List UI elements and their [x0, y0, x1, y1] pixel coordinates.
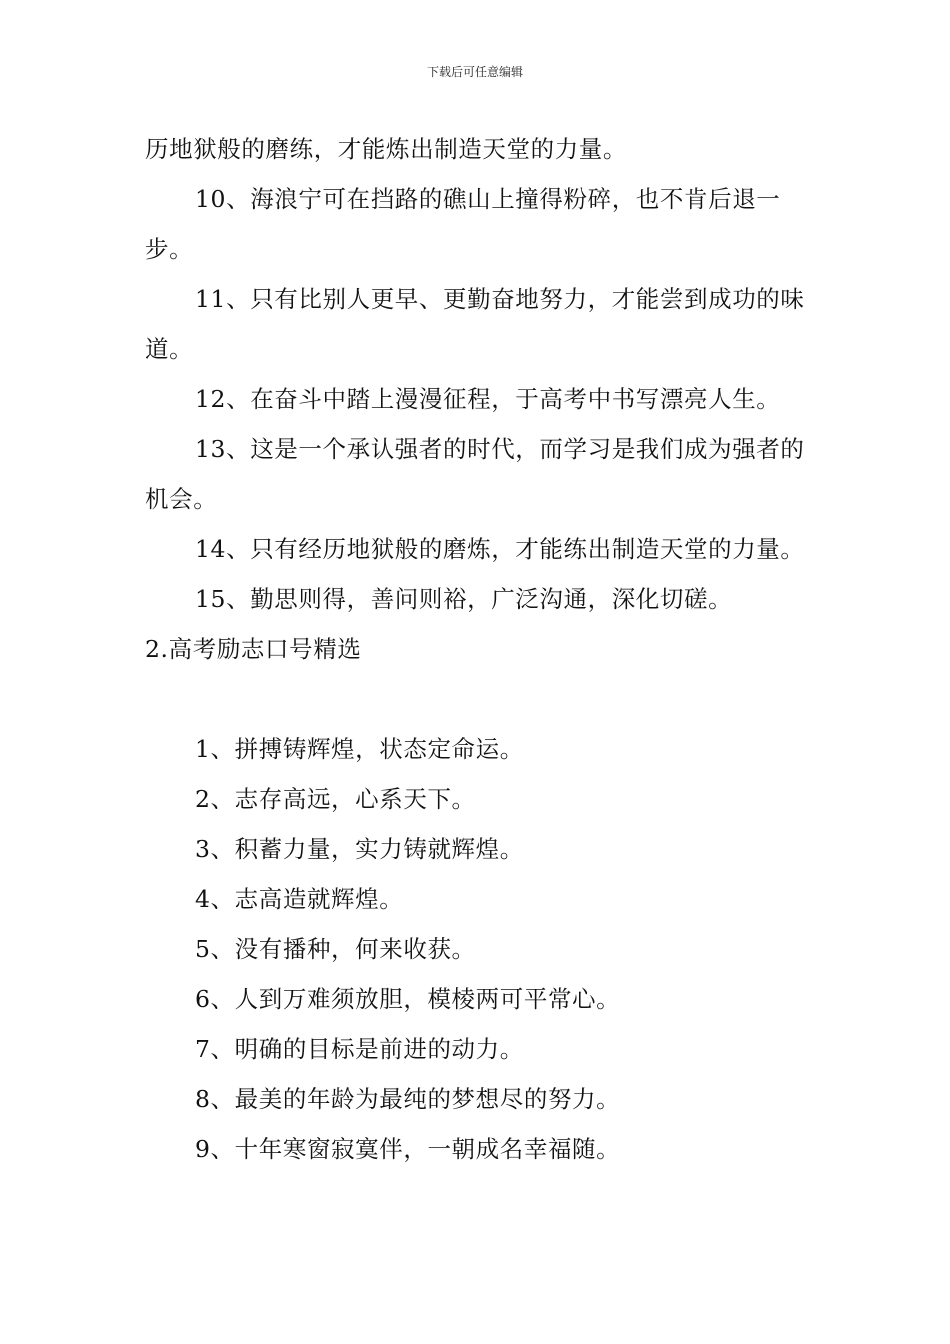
paragraph-continuation: 历地狱般的磨练，才能炼出制造天堂的力量。	[145, 135, 627, 163]
slogan-item-4: 4、志高造就辉煌。	[195, 885, 404, 913]
quote-item-11: 11、只有比别人更早、更勤奋地努力，才能尝到成功的味道。	[145, 285, 805, 363]
slogan-item-3: 3、积蓄力量，实力铸就辉煌。	[195, 835, 524, 863]
blank-line	[145, 674, 810, 724]
quote-item-14: 14、只有经历地狱般的磨炼，才能练出制造天堂的力量。	[195, 535, 805, 563]
quote-item-13: 13、这是一个承认强者的时代，而学习是我们成为强者的机会。	[145, 435, 805, 513]
slogan-item-1: 1、拼搏铸辉煌，状态定命运。	[195, 735, 524, 763]
slogan-item-8: 8、最美的年龄为最纯的梦想尽的努力。	[195, 1085, 621, 1113]
slogan-item-5: 5、没有播种，何来收获。	[195, 935, 476, 963]
slogan-item-9: 9、十年寒窗寂寞伴，一朝成名幸福随。	[195, 1135, 621, 1163]
slogan-item-2: 2、志存高远，心系天下。	[195, 785, 476, 813]
slogan-item-6: 6、人到万难须放胆，模棱两可平常心。	[195, 985, 621, 1013]
quote-item-10: 10、海浪宁可在挡路的礁山上撞得粉碎，也不肯后退一步。	[145, 185, 781, 263]
page-header: 下载后可任意编辑	[426, 65, 523, 79]
document-body	[145, 124, 810, 1174]
quote-item-12: 12、在奋斗中踏上漫漫征程，于高考中书写漂亮人生。	[195, 385, 781, 413]
slogan-item-7: 7、明确的目标是前进的动力。	[195, 1035, 524, 1063]
section-heading: 2.高考励志口号精选	[145, 635, 362, 663]
quote-item-15: 15、勤思则得，善问则裕，广泛沟通，深化切磋。	[195, 585, 733, 613]
